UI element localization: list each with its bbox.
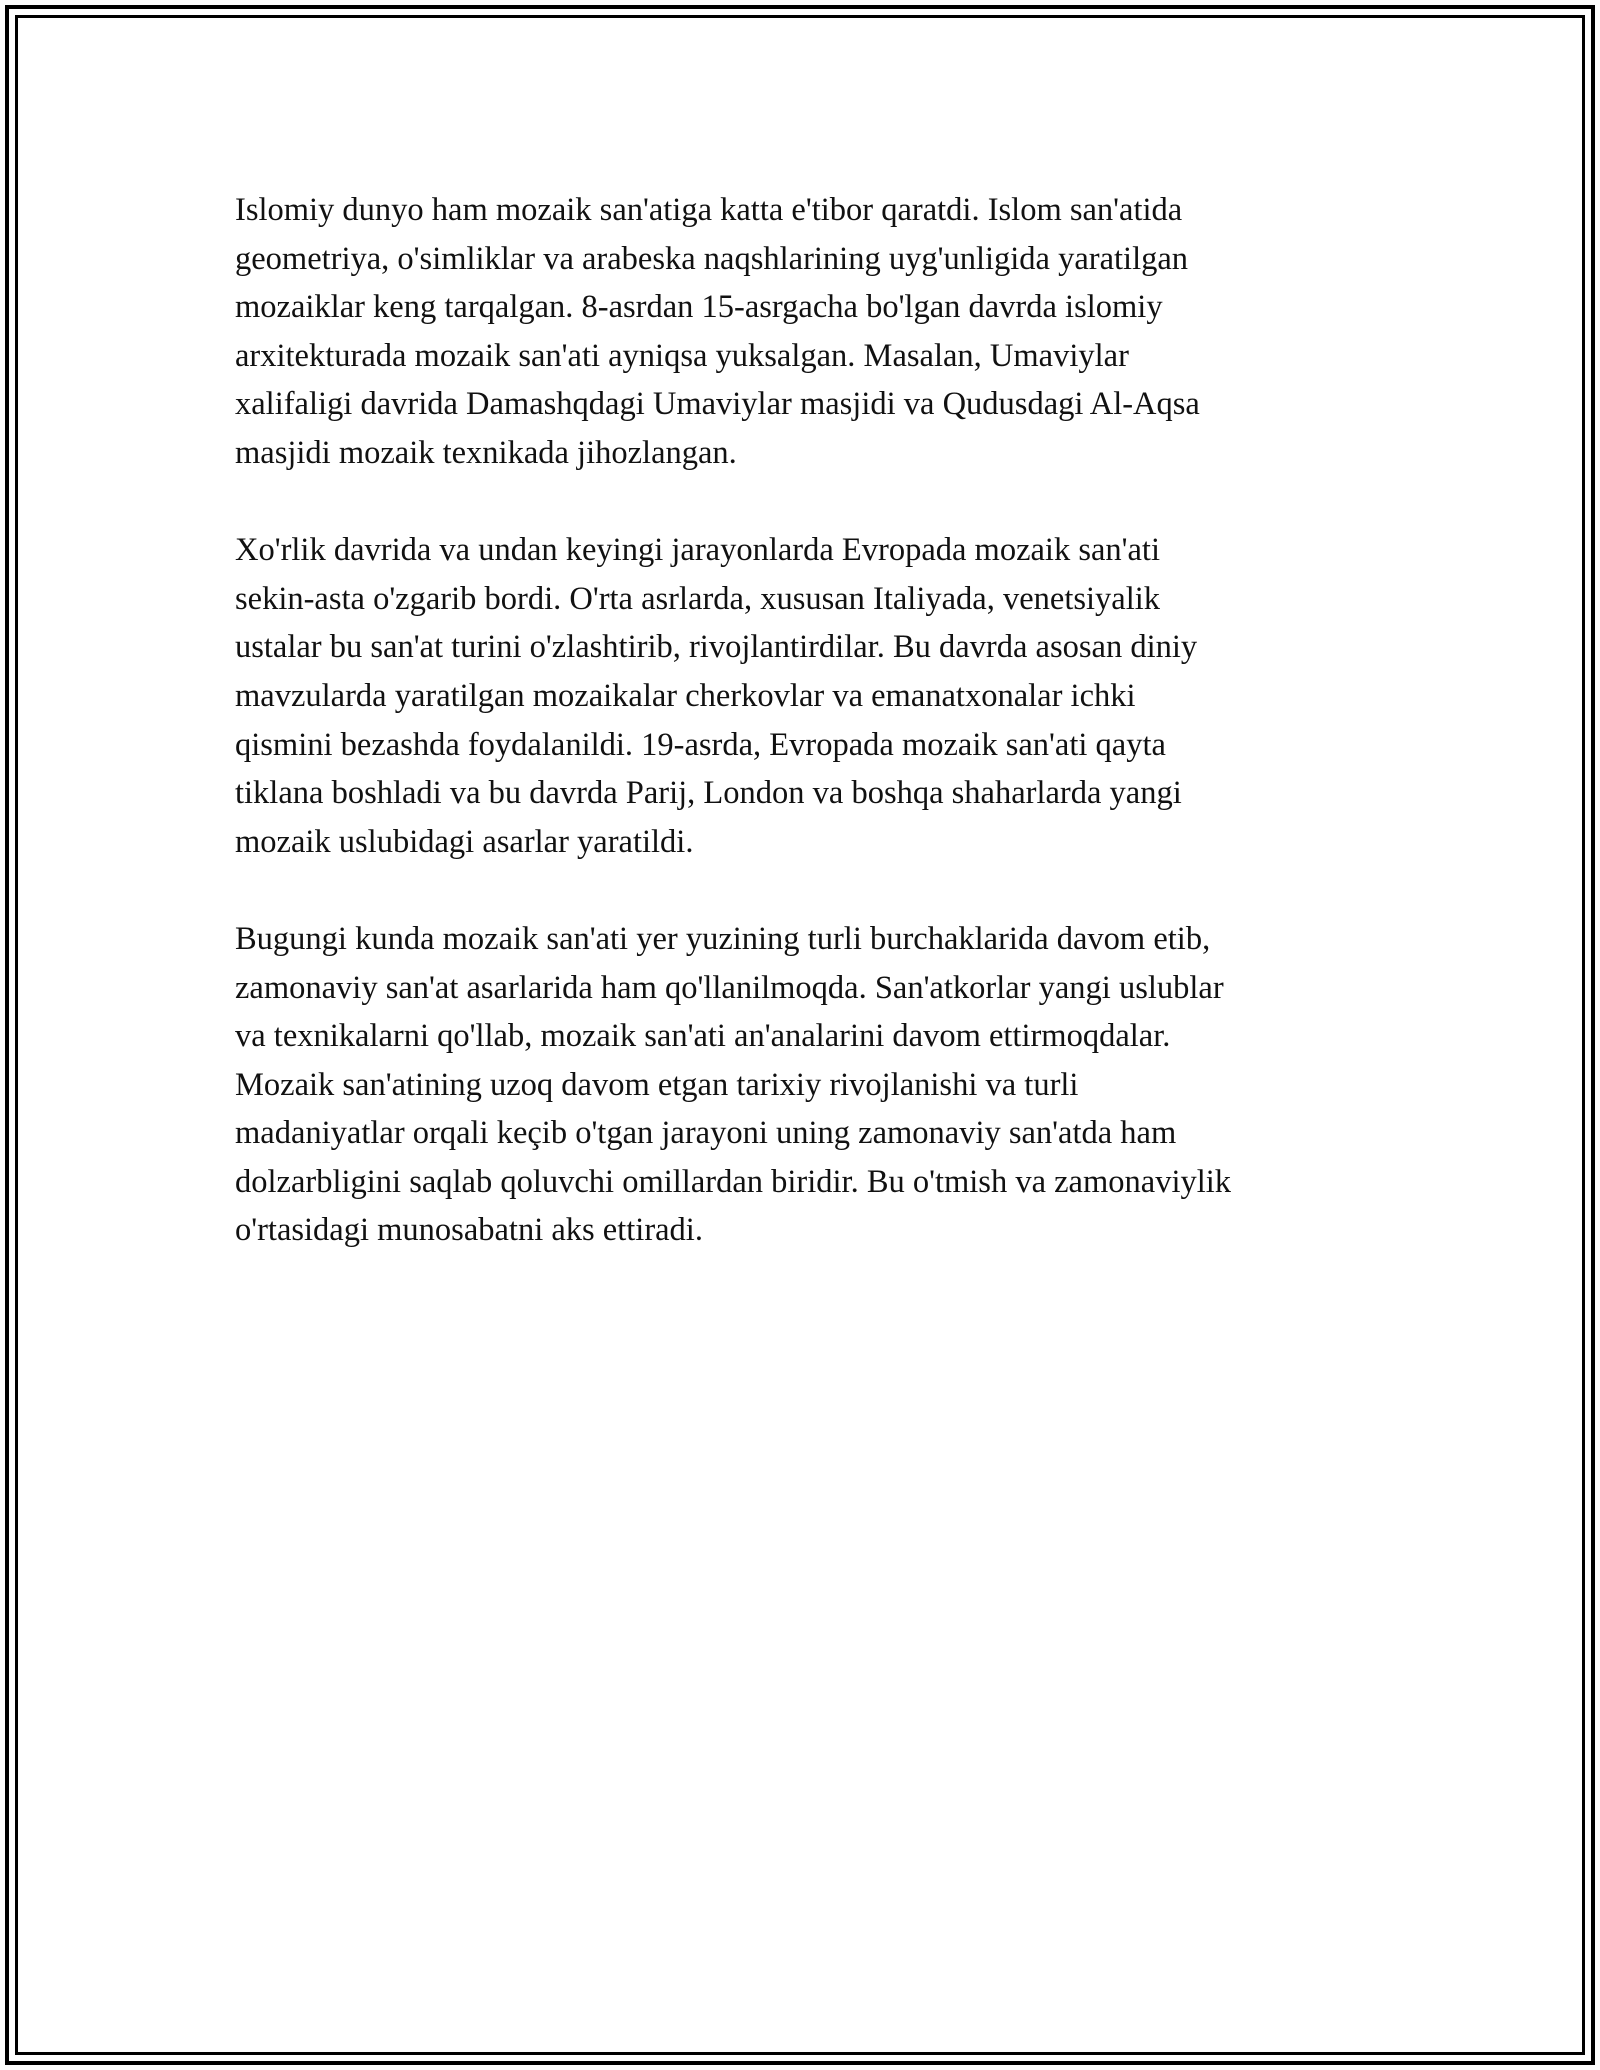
document-body	[235, 186, 1365, 1304]
paragraph-islamic-mosaic: Islomiy dunyo ham mozaik san'atiga katta e'tibor qaratdi. Islom san'atida geometriya, o'simliklar va arabeska naqshlarining uyg'unligida yaratilgan mozaiklar keng tarqalgan. 8-asrdan 15-asrgacha bo'lgan davrda islomiy arxitekturada mozaik san'ati ayniqsa yuksalgan. Masalan, Umaviylar xalifaligi davrida Damashqdagi Umaviylar masjidi va Qudusdagi Al-Aqsa masjidi mozaik texnikada jihozlangan.	[235, 192, 1200, 471]
paragraph-european-mosaic: Xo'rlik davrida va undan keyingi jarayonlarda Evropada mozaik san'ati sekin-asta o'zgarib bordi. O'rta asrlarda, xususan Italiyada, venetsiyalik ustalar bu san'at turini o'zlashtirib, rivojlantirdilar. Bu davrda asosan diniy mavzularda yaratilgan mozaikalar cherkovlar va emanatxonalar ichki qismini bezashda foydalanildi. 19-asrda, Evropada mozaik san'ati qayta tiklana boshladi va bu davrda Parij, London va boshqa shaharlarda yangi mozaik uslubidagi asarlar yaratildi.	[235, 532, 1198, 860]
paragraph-modern-mosaic: Bugungi kunda mozaik san'ati yer yuzining turli burchaklarida davom etib, zamonaviy san'at asarlarida ham qo'llanilmoqda. San'atkorlar yangi uslublar va texnikalarni qo'llab, mozaik san'ati an'analarini davom ettirmoqdalar. Mozaik san'atining uzoq davom etgan tarixiy rivojlanishi va turli madaniyatlar orqali keçib o'tgan jarayoni uning zamonaviy san'atda ham dolzarbligini saqlab qoluvchi omillardan biridir. Bu o'tmish va zamonaviylik o'rtasidagi munosabatni aks ettiradi.	[235, 920, 1232, 1249]
